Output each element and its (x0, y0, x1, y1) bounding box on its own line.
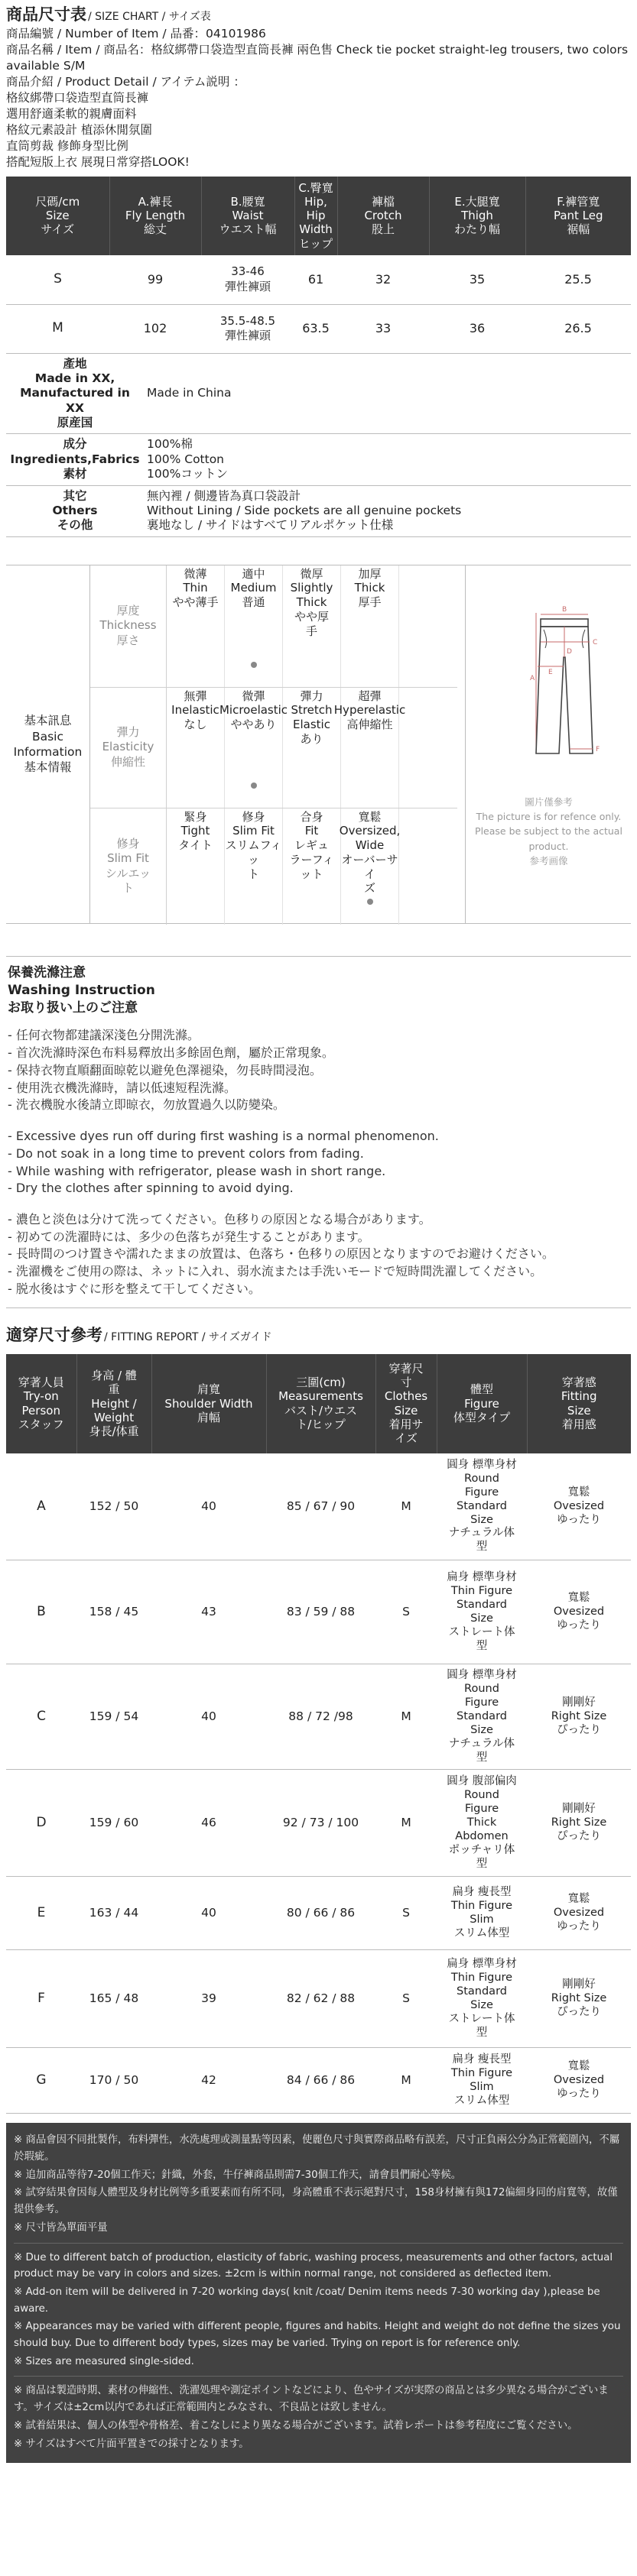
meta-row (6, 354, 631, 434)
product-info-line: 商品名稱 / Item / 商品名：格紋綁帶口袋造型直筒長褲 兩色售 Check tie pocket straight-leg trousers, two colors available S/M (6, 43, 629, 73)
fitting-cell: 40 (151, 1877, 266, 1950)
fitting-cell: 圓身 腹部偏肉 Round Figure Thick Abdomen ポッチャリ体 型 (437, 1770, 527, 1877)
fitting-cell: 82 / 62 / 88 (266, 1950, 375, 2048)
fitting-header: 穿著感 Fitting Size 着用感 (527, 1354, 631, 1453)
diagram-caption: 圖片僅參考 The picture is for refence only. Please be subject to the actual product. 参考画像 (475, 795, 622, 867)
fitting-header: 體型 Figure 体型タイプ (437, 1354, 527, 1453)
size-chart-header: 尺碼/cm Size サイズ (6, 177, 109, 255)
size-chart-cell: 36 (429, 304, 525, 353)
fitting-cell: 扁身 標準身材 Thin Figure Standard Size ストレート体 型 (437, 1560, 527, 1664)
fitting-cell: 42 (151, 2048, 266, 2114)
note-line: ※ Appearances may be varied with different people, figures and habits. Height and weight do not define the sizes you should buy. Due to different body types, sizes may be varied. Trying on report is for reference only. (14, 2321, 621, 2350)
svg-text:E: E (548, 668, 553, 676)
fitting-cell: 39 (151, 1950, 266, 2048)
fitting-cell: 43 (151, 1560, 266, 1664)
fitting-cell: 剛剛好 Right Size ぴったり (527, 1950, 631, 2048)
basic-info-row-label: 厚度 Thickness 厚さ (90, 565, 167, 687)
size-chart-cell: M (6, 304, 109, 353)
basic-info-option: 適中 Medium 普通 (225, 565, 283, 687)
washing-text-en: - Excessive dyes run off during first washing is a normal phenomenon. - Do not soak in a long time to prevent colors from fading. - While washing with refrigerator, please wash in short range. - Dry the clothes after spinning to avoid dying. (8, 1129, 439, 1196)
size-chart-cell: 26.5 (525, 304, 631, 353)
fitting-cell: 40 (151, 1453, 266, 1560)
fitting-cell: 46 (151, 1770, 266, 1877)
size-chart-cell: 25.5 (525, 255, 631, 304)
size-chart-cell: 35 (429, 255, 525, 304)
notes-group (14, 2377, 623, 2458)
product-info-line: 格紋元素設計 植添休閒氛圍 (6, 122, 152, 137)
fitting-row (6, 2048, 631, 2114)
product-meta-table (6, 354, 631, 537)
fitting-cell: 寬鬆 Ovesized ゆったり (527, 1453, 631, 1560)
size-chart-cell: 35.5-48.5 彈性褲頭 (201, 304, 294, 353)
fitting-header: 穿著尺 寸 Clothes Size 着用サ イズ (375, 1354, 437, 1453)
fitting-cell: 88 / 72 /98 (266, 1664, 375, 1770)
fitting-row (6, 1664, 631, 1770)
fitting-row (6, 1453, 631, 1560)
fitting-row (6, 1560, 631, 1664)
basic-info-label: 基本訊息 Basic Information 基本情報 (6, 565, 90, 923)
fitting-cell: E (6, 1877, 76, 1950)
fitting-cell: S (375, 1560, 437, 1664)
fitting-cell: 92 / 73 / 100 (266, 1770, 375, 1877)
product-info-line: 選用舒適柔軟的親膚面料 (6, 106, 137, 121)
basic-info-option: 寬鬆 Oversized, Wide オーバーサイ ズ (341, 808, 399, 925)
product-info-line: 直筒剪裁 修飾身型比例 (6, 138, 128, 153)
note-line: ※ サイズはすべて片面平置きでの採寸となります。 (14, 2438, 249, 2450)
selected-dot-icon (251, 662, 257, 668)
fitting-cell: 寬鬆 Ovesized ゆったり (527, 1560, 631, 1664)
size-chart-header: F.褲管寬 Pant Leg 裾幅 (525, 177, 631, 255)
note-line: ※ 試着結果は、個人の体型や骨格差、着こなしにより異なる場合がございます。試着レポートは参考程度にご覧ください。 (14, 2419, 578, 2432)
fitting-cell: 扁身 瘦長型 Thin Figure Slim スリム体型 (437, 1877, 527, 1950)
fitting-cell: 159 / 60 (76, 1770, 151, 1877)
meta-label: 其它 Others その他 (6, 485, 144, 536)
fitting-cell: 圓身 標準身材 Round Figure Standard Size ナチュラル体 型 (437, 1453, 527, 1560)
basic-info-option: 無彈 Inelastic なし (167, 688, 225, 808)
basic-info-row-label: 修身 Slim Fit シルエッ ト (90, 808, 167, 925)
note-line: ※ Add-on item will be delivered in 7-20 working days( knit /coat/ Denim items needs 7-30 working day ),please be aware. (14, 2286, 600, 2315)
svg-text:C: C (593, 638, 598, 646)
basic-info-row (90, 688, 457, 808)
svg-text:B: B (562, 605, 567, 614)
fitting-row (6, 1877, 631, 1950)
selected-dot-icon (367, 899, 373, 905)
fitting-cell: 170 / 50 (76, 2048, 151, 2114)
fitting-header: 穿著人員 Try-on Person スタッフ (6, 1354, 76, 1453)
fitting-row (6, 1770, 631, 1877)
size-chart-cell: 32 (337, 255, 429, 304)
fitting-cell: D (6, 1770, 76, 1877)
fitting-header: 三圍(cm) Measurements バスト/ウエス ト/ヒップ (266, 1354, 375, 1453)
fitting-cell: M (375, 1453, 437, 1560)
meta-label: 成分 Ingredients,Fabrics 素材 (6, 434, 144, 485)
fitting-cell: 163 / 44 (76, 1877, 151, 1950)
fitting-cell: 165 / 48 (76, 1950, 151, 2048)
fitting-header: 身高 / 體 重 Height / Weight 身長/体重 (76, 1354, 151, 1453)
note-line: ※ 商品會因不同批製作，布料彈性，水洗處理或測量點等因素，使麗色尺寸與實際商品略有誤差，尺寸正負兩公分為正常範圍內，不屬於瑕疵。 (14, 2134, 620, 2163)
product-info (0, 24, 637, 170)
note-line: ※ 追加商品等待7-20個工作天；針織，外套，牛仔褲商品則需7-30個工作天，請會員們耐心等候。 (14, 2169, 462, 2181)
size-chart-cell: 33-46 彈性褲頭 (201, 255, 294, 304)
size-chart-header: C.臀寬 Hip, Hip Width ヒップ (294, 177, 337, 255)
fitting-cell: 扁身 標準身材 Thin Figure Standard Size ストレート体 型 (437, 1950, 527, 2048)
fitting-cell: G (6, 2048, 76, 2114)
svg-text:D: D (567, 647, 572, 656)
fitting-cell: M (375, 2048, 437, 2114)
size-chart-row (6, 304, 631, 353)
fitting-report-title: 適穿尺寸參考 / FITTING REPORT / サイズガイド (6, 1325, 272, 1344)
fitting-cell: 寬鬆 Ovesized ゆったり (527, 2048, 631, 2114)
fitting-cell: 152 / 50 (76, 1453, 151, 1560)
notes-group (14, 2244, 623, 2377)
size-chart-cell: 63.5 (294, 304, 337, 353)
size-chart-row (6, 255, 631, 304)
basic-info-row (90, 808, 457, 925)
note-line: ※ 尺寸皆為單面平量 (14, 2221, 108, 2234)
svg-text:A: A (530, 674, 535, 682)
fitting-cell: 80 / 66 / 86 (266, 1877, 375, 1950)
fitting-report-table (6, 1354, 631, 2114)
basic-info-option: 微厚 Slightly Thick やや厚 手 (283, 565, 341, 687)
product-info-line: 搭配短版上衣 展現日常穿搭LOOK! (6, 154, 190, 169)
fitting-cell: 159 / 54 (76, 1664, 151, 1770)
size-chart-cell: 102 (109, 304, 201, 353)
basic-info-option: 超彈 Hyperelastic 高伸縮性 (341, 688, 399, 808)
fitting-cell: A (6, 1453, 76, 1560)
basic-info-option: 合身 Fit レギュ ラーフィ ット (283, 808, 341, 925)
fitting-cell: 40 (151, 1664, 266, 1770)
note-line: ※ 商品は製造時期、素材の伸縮性、洗濯処理や測定ポイントなどにより、色やサイズが実際の商品とは多少異なる場合がございます。サイズは±2cm以内であれば正常範囲内とみなされ、不良品とは致しません。 (14, 2385, 609, 2414)
size-chart-cell: S (6, 255, 109, 304)
trouser-diagram-icon (466, 565, 632, 795)
product-info-line: 格紋綁帶口袋造型直筒長褲 (6, 90, 149, 105)
note-line: ※ Sizes are measured single-sided. (14, 2355, 194, 2367)
trouser-diagram (465, 565, 631, 923)
size-chart-header: B.腰寬 Waist ウエスト幅 (201, 177, 294, 255)
fitting-cell: C (6, 1664, 76, 1770)
basic-info-row (90, 565, 457, 688)
note-line: ※ Due to different batch of production, elasticity of fabric, washing process, measurements and other factors, actual product may be vary in colors and sizes. ±2cm is within normal range, not considered as deflected item. (14, 2251, 613, 2280)
washing-text-zh: - 任何衣物都建議深淺色分開洗滌。 - 首次洗滌時深色布料易釋放出多餘固色劑，屬於正常現象。 - 保持衣物直順翻面晾乾以避免色澤褪染，勿長時間浸泡。 - 使用洗衣機洗滌時，請以低速短程洗滌。 - 洗衣機脫水後請立即晾衣，勿放置過久以防變染。 (8, 1028, 334, 1113)
fitting-cell: 85 / 67 / 90 (266, 1453, 375, 1560)
meta-value: Made in China (144, 354, 631, 434)
size-chart-header: 褲檔 Crotch 股上 (337, 177, 429, 255)
size-chart-title: 商品尺寸表 / SIZE CHART / サイズ表 (6, 5, 211, 24)
washing-title: 保養洗滌注意 Washing Instruction お取り扱い上のご注意 (8, 964, 155, 1016)
fitting-cell: 158 / 45 (76, 1560, 151, 1664)
fitting-cell: S (375, 1877, 437, 1950)
note-line: ※ 試穿結果會因每人體型及身材比例等多重要素而有所不同，身高體重不表示絕對尺寸，158身材擁有與172偏細身同的肩寬等，故僅提供參考。 (14, 2187, 618, 2216)
fitting-cell: 圓身 標準身材 Round Figure Standard Size ナチュラル体 型 (437, 1664, 527, 1770)
washing-text-ja: - 濃色と淡色は分けて洗ってください。色移りの原因となる場合があります。 - 初めての洗濯時には、多少の色落ちが発生することがあります。 - 長時間のつけ置きや濡れたままの放置は、色落ち・色移りの原因となりますのでお避けください。 - 洗濯機をご使用の際は、ネットに入れ、弱水流または手洗いモードで短時間洗濯してください。 - 脱水後はすぐに形を整えて干してください。 (8, 1211, 554, 1296)
fitting-cell: F (6, 1950, 76, 2048)
meta-value: 無內裡 / 側邊皆為真口袋設計 Without Lining / Side pockets are all genuine pockets 裏地なし / サイドはすべてリアルポケット仕様 (144, 485, 631, 536)
fitting-cell: 剛剛好 Right Size ぴったり (527, 1770, 631, 1877)
basic-info-option: 微薄 Thin やや薄手 (167, 565, 225, 687)
basic-info-option: 微彈 Microelastic ややあり (225, 688, 283, 808)
size-chart-cell: 61 (294, 255, 337, 304)
size-chart-header: E.大腿寬 Thigh わたり幅 (429, 177, 525, 255)
fitting-cell: 剛剛好 Right Size ぴったり (527, 1664, 631, 1770)
fitting-cell: S (375, 1950, 437, 2048)
basic-info-row-label: 彈力 Elasticity 伸縮性 (90, 688, 167, 808)
size-chart-header: A.褲長 Fly Length 総丈 (109, 177, 201, 255)
notes-group (14, 2126, 623, 2243)
basic-info-option: 緊身 Tight タイト (167, 808, 225, 925)
fitting-cell: 寬鬆 Ovesized ゆったり (527, 1877, 631, 1950)
basic-info-option: 修身 Slim Fit スリムフィッ ト (225, 808, 283, 925)
fitting-cell: 扁身 瘦長型 Thin Figure Slim スリム体型 (437, 2048, 527, 2114)
size-chart-cell: 33 (337, 304, 429, 353)
size-chart-cell: 99 (109, 255, 201, 304)
product-info-line: 商品介紹 / Product Detail / アイテム説明 ： (6, 75, 245, 89)
basic-info-option: 彈力 Stretch Elastic あり (283, 688, 341, 808)
meta-value: 100%棉 100% Cotton 100%コットン (144, 434, 631, 485)
fitting-header: 肩寬 Shoulder Width 肩幅 (151, 1354, 266, 1453)
fitting-cell: M (375, 1770, 437, 1877)
fitting-cell: 83 / 59 / 88 (266, 1560, 375, 1664)
meta-label: 產地 Made in XX, Manufactured in XX 原産国 (6, 354, 144, 434)
meta-row (6, 434, 631, 485)
notes-panel (6, 2123, 631, 2463)
fitting-cell: M (375, 1664, 437, 1770)
fitting-cell: B (6, 1560, 76, 1664)
selected-dot-icon (251, 783, 257, 789)
washing-instruction (6, 956, 631, 1308)
product-info-line: 商品編號 / Number of Item / 品番：04101986 (6, 27, 266, 41)
basic-info-panel (6, 565, 631, 924)
fitting-cell: 84 / 66 / 86 (266, 2048, 375, 2114)
svg-text:F: F (596, 745, 600, 753)
basic-info-option: 加厚 Thick 厚手 (341, 565, 399, 687)
fitting-row (6, 1950, 631, 2048)
size-chart-table (6, 177, 631, 354)
meta-row (6, 485, 631, 536)
